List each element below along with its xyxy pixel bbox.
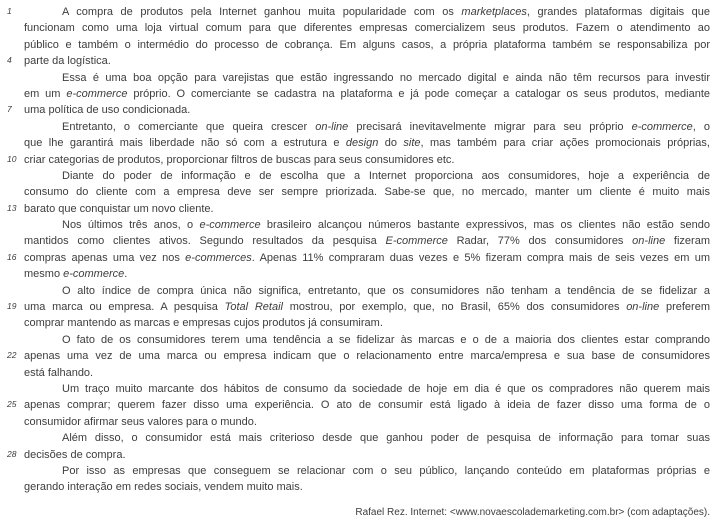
text-line bbox=[0, 53, 715, 69]
line-text: barato que conquistar um novo cliente. bbox=[24, 202, 214, 215]
line-text: comprar mantendo as marcas e empresas cujos produtos já consumiram. bbox=[24, 317, 383, 330]
attribution: Rafael Rez. Internet: <www.novaescolademarketing.com.br> (com adaptações). bbox=[355, 506, 710, 518]
text-line bbox=[0, 20, 715, 36]
line-number bbox=[0, 365, 24, 381]
text-line bbox=[0, 479, 715, 495]
line-text: público e também o intermédio do processo de cobrança. Em alguns casos, a própria plataforma também se responsabiliza por bbox=[24, 38, 710, 51]
line-number bbox=[0, 479, 24, 495]
line-text: Um traço muito marcante dos hábitos de consumo da sociedade de hoje em dia é que os compradores não querem mais bbox=[62, 382, 710, 395]
line-text: decisões de compra. bbox=[24, 448, 126, 461]
text-line bbox=[0, 70, 715, 86]
text-line bbox=[0, 201, 715, 217]
line-text: O alto índice de compra única não significa, entretanto, que os consumidores não tenham a tendência de se fidelizar a bbox=[62, 284, 710, 297]
line-number bbox=[0, 135, 24, 151]
line-text: Diante do poder de informação e de escolha que a Internet proporciona aos consumidores, hoje a experiência de bbox=[62, 169, 710, 182]
line-number: 7 bbox=[7, 104, 12, 115]
text-line bbox=[0, 250, 715, 266]
line-text: compras apenas uma vez nos e-commerces. Apenas 11% compraram duas vezes e 5% fizeram compra mais de seis vezes em um bbox=[24, 251, 710, 264]
text-line bbox=[0, 184, 715, 200]
line-number: 4 bbox=[7, 55, 12, 66]
line-text: funcionam como uma loja virtual comum para que diferentes empresas comercializem seus produtos. Fazem o atendimento ao bbox=[24, 22, 710, 35]
line-text: Entretanto, o comerciante que queira crescer on-line precisará inevitavelmente migrar para seu próprio e-commerce, o bbox=[62, 120, 710, 133]
line-number bbox=[0, 37, 24, 53]
text-line bbox=[0, 397, 715, 413]
line-text: apenas comprar; querem fazer disso uma experiência. O ato de consumir está ligado à ideia de fazer disso uma forma de o bbox=[24, 399, 710, 412]
line-text: que lhe garantirá mais liberdade não só com a estrutura e design do site, mas também para criar ações promocionais próprias, bbox=[24, 137, 710, 150]
line-text: mesmo e-commerce. bbox=[24, 268, 128, 281]
text-line bbox=[0, 365, 715, 381]
text-line bbox=[0, 119, 715, 135]
line-text: Além disso, o consumidor está mais criterioso desde que ganhou poder de pesquisa de informação para tomar suas bbox=[62, 432, 710, 445]
text-line bbox=[0, 414, 715, 430]
line-number bbox=[0, 283, 24, 299]
text-line bbox=[0, 168, 715, 184]
text-line bbox=[0, 86, 715, 102]
text-line bbox=[0, 4, 715, 20]
line-number: 1 bbox=[7, 6, 12, 16]
text-line bbox=[0, 447, 715, 463]
line-text: Essa é uma boa opção para varejistas que estão ingressando no mercado digital e ainda não têm recursos para investir bbox=[62, 71, 710, 84]
line-number: 28 bbox=[7, 448, 17, 459]
line-text: A compra de produtos pela Internet ganhou muita popularidade com os marketplaces, grandes plataformas digitais que bbox=[62, 6, 710, 18]
line-number bbox=[0, 233, 24, 249]
line-text: Por isso as empresas que conseguem se relacionar com o seu público, lançando conteúdo em plataformas próprias e bbox=[62, 464, 710, 477]
line-text: Nos últimos três anos, o e-commerce brasileiro alcançou números bastante expressivos, mas os clientes não estão sendo bbox=[62, 219, 710, 232]
line-text: gerando interação em redes sociais, vendem muito mais. bbox=[24, 481, 303, 494]
line-number bbox=[0, 119, 24, 135]
text-line bbox=[0, 332, 715, 348]
line-number: 10 bbox=[7, 153, 17, 164]
text-line bbox=[0, 348, 715, 364]
line-number bbox=[0, 381, 24, 397]
line-number: 16 bbox=[7, 251, 17, 262]
line-number bbox=[0, 20, 24, 36]
text-line bbox=[0, 37, 715, 53]
text-line bbox=[0, 299, 715, 315]
line-number bbox=[0, 414, 24, 430]
line-number bbox=[0, 217, 24, 233]
text-line bbox=[0, 233, 715, 249]
line-text: O fato de os consumidores terem uma tendência a se fidelizar às marcas e o de a maioria dos clientes estar comprando bbox=[62, 333, 710, 346]
line-text: apenas uma vez de uma marca ou empresa indicam que o relacionamento entre marca/empresa e sua base de consumidores bbox=[24, 350, 710, 363]
line-number bbox=[0, 315, 24, 331]
line-text: em um e-commerce próprio. O comerciante se cadastra na plataforma e já pode começar a catalogar os seus produtos, mediante bbox=[24, 87, 710, 100]
line-text: parte da logística. bbox=[24, 55, 111, 68]
line-number bbox=[0, 463, 24, 479]
line-number bbox=[0, 332, 24, 348]
text-line bbox=[0, 152, 715, 168]
line-text: consumidor afirmar seus valores para o mundo. bbox=[24, 415, 257, 428]
line-text: mantidos como clientes ativos. Segundo resultados da pesquisa E-commerce Radar, 77% dos consumidores on-line fizeram bbox=[24, 235, 710, 248]
line-number: 22 bbox=[7, 350, 17, 361]
line-number bbox=[0, 168, 24, 184]
text-lines bbox=[0, 4, 715, 496]
text-line bbox=[0, 463, 715, 479]
line-number bbox=[0, 184, 24, 200]
line-number: 25 bbox=[7, 399, 17, 410]
text-line bbox=[0, 283, 715, 299]
line-number bbox=[0, 430, 24, 446]
line-number bbox=[0, 70, 24, 86]
line-text: consumo do cliente com a empresa deve ser sempre priorizada. Sabe-se que, no mercado, manter um cliente é muito mais bbox=[24, 186, 710, 199]
line-number: 13 bbox=[7, 202, 17, 213]
line-number bbox=[0, 266, 24, 282]
text-line bbox=[0, 135, 715, 151]
line-number: 19 bbox=[7, 301, 17, 312]
line-text: criar categorias de produtos, proporcionar filtros de buscas para seus consumidores etc. bbox=[24, 153, 455, 166]
line-text: uma marca ou empresa. A pesquisa Total Retail mostrou, por exemplo, que, no Brasil, 65% dos consumidores on-line preferem bbox=[24, 301, 710, 314]
text-line bbox=[0, 315, 715, 331]
line-number bbox=[0, 86, 24, 102]
text-line bbox=[0, 381, 715, 397]
text-line bbox=[0, 430, 715, 446]
text-line bbox=[0, 217, 715, 233]
line-text: uma política de uso condicionada. bbox=[24, 104, 191, 117]
text-line bbox=[0, 266, 715, 282]
text-line bbox=[0, 102, 715, 118]
line-text: está falhando. bbox=[24, 366, 94, 379]
